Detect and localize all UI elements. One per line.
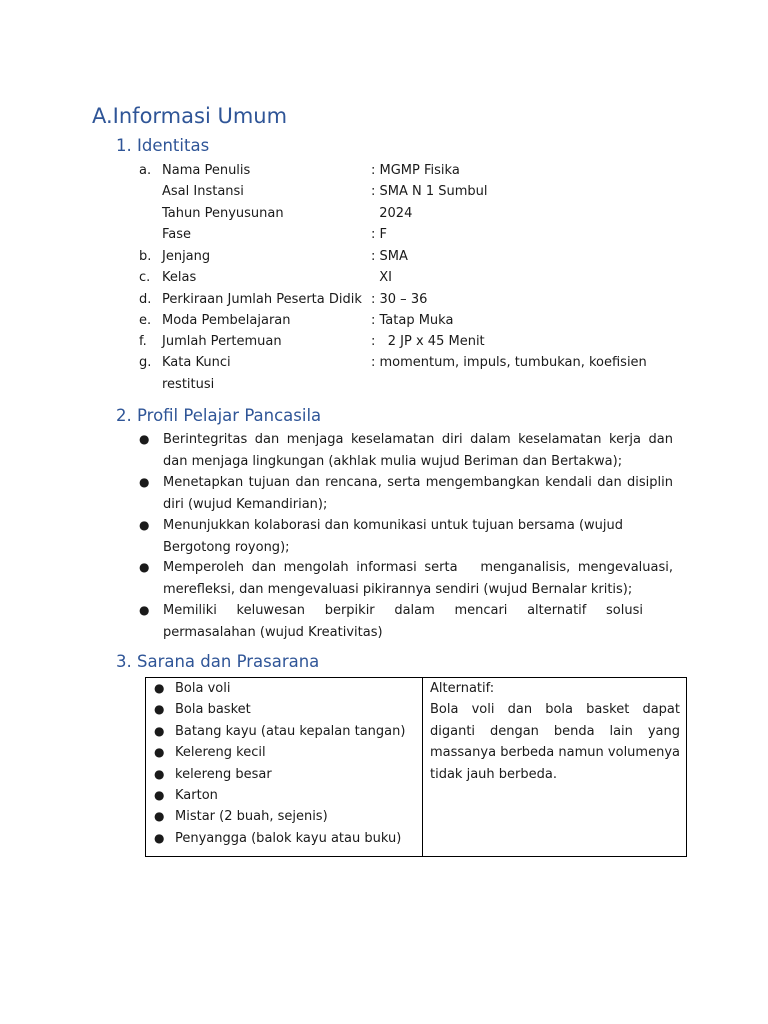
identitas-value: : 2 JP x 45 Menit [371, 334, 485, 349]
sarana-item-text: Karton [175, 787, 218, 803]
profil-item-text: Memiliki keluwesan berpikir dalam mencari alternatif solusi permasalahan (wujud Kreativitas) [163, 603, 643, 640]
sarana-item-text: Bola basket [175, 702, 251, 718]
identitas-value: : Tatap Muka [371, 313, 454, 328]
bullet-icon: ● [139, 603, 150, 617]
table-row [152, 742, 417, 763]
sarana-item-text: Kelereng kecil [175, 745, 266, 761]
table-row [152, 785, 417, 806]
table-row [152, 678, 417, 699]
identitas-letter: a. [139, 163, 152, 178]
identitas-value: : MGMP Fisika [371, 163, 460, 178]
identitas-label: Fase [162, 227, 192, 242]
identitas-label: Tahun Penyusunan [162, 206, 284, 221]
identitas-letter: b. [139, 249, 152, 264]
identitas-value: XI [371, 270, 393, 285]
table-row [152, 828, 417, 849]
sarana-heading: 3. Sarana dan Prasarana [116, 652, 320, 671]
sarana-item-text: Penyangga (balok kayu atau buku) [175, 830, 402, 846]
bullet-icon: ● [154, 809, 165, 824]
profil-item-text: Menetapkan tujuan dan rencana, serta mengembangkan kendali dan disiplin diri (wujud Kemandirian); [163, 475, 673, 512]
sarana-item-text: Mistar (2 buah, sejenis) [175, 809, 328, 825]
identitas-label: Moda Pembelajaran [162, 313, 291, 328]
identitas-value: : 30 – 36 [371, 292, 428, 307]
alternatif-cell [430, 678, 680, 785]
profil-heading: 2. Profil Pelajar Pancasila [116, 406, 322, 425]
sarana-item-text: kelereng besar [175, 766, 272, 782]
sarana-table [145, 677, 687, 857]
bullet-icon: ● [154, 723, 165, 738]
bullet-icon: ● [154, 745, 165, 760]
identitas-letter: d. [139, 292, 152, 307]
bullet-icon: ● [139, 560, 150, 574]
identitas-label: Kata Kunci [162, 355, 231, 370]
identitas-letter: c. [139, 270, 151, 285]
bullet-icon: ● [154, 830, 165, 845]
identitas-label: Perkiraan Jumlah Peserta Didik [162, 292, 362, 307]
identitas-letter: g. [139, 355, 152, 370]
profil-item-text: Memperoleh dan mengolah informasi serta menganalisis, mengevaluasi, merefleksi, dan mengevaluasi pikirannya sendiri (wujud Bernalar kritis); [163, 560, 678, 597]
table-divider [422, 678, 423, 856]
table-row [152, 806, 417, 827]
profil-item-text: Menunjukkan kolaborasi dan komunikasi untuk tujuan bersama (wujud Bergotong royong); [163, 518, 623, 555]
table-row [152, 699, 417, 720]
sarana-item-text: Batang kayu (atau kepalan tangan) [175, 723, 406, 739]
alternatif-label: Alternatif: [430, 681, 495, 696]
identitas-label: Kelas [162, 270, 197, 285]
bullet-icon: ● [154, 702, 165, 717]
identitas-label: restitusi [162, 377, 215, 392]
bullet-icon: ● [139, 432, 150, 446]
identitas-letter: e. [139, 313, 152, 328]
sarana-list [152, 678, 417, 849]
profil-item-text: Berintegritas dan menjaga keselamatan diri dalam keselamatan kerja dan dan menjaga lingkungan (akhlak mulia wujud Beriman dan Bertakwa); [163, 432, 673, 469]
identitas-value: : SMA [371, 249, 408, 264]
identitas-label: Jenjang [162, 249, 211, 264]
sarana-item-text: Bola voli [175, 681, 231, 696]
identitas-value: : F [371, 227, 387, 242]
bullet-icon: ● [139, 518, 150, 532]
identitas-heading: 1. Identitas [116, 136, 210, 155]
alternatif-text: Bola voli dan bola basket dapat diganti dengan benda lain yang massanya berbeda namun volumenya tidak jauh berbeda. [430, 702, 680, 782]
identitas-value: : SMA N 1 Sumbul [371, 184, 488, 199]
bullet-icon: ● [139, 475, 150, 489]
identitas-value: : momentum, impuls, tumbukan, koefisien [371, 355, 647, 370]
identitas-letter: f. [139, 334, 147, 349]
identitas-value: 2024 [371, 206, 413, 221]
bullet-icon: ● [154, 787, 165, 802]
identitas-label: Jumlah Pertemuan [162, 334, 282, 349]
identitas-label: Nama Penulis [162, 163, 251, 178]
bullet-icon: ● [154, 681, 165, 695]
bullet-icon: ● [154, 766, 165, 781]
table-row [152, 764, 417, 785]
section-title: A.Informasi Umum [92, 104, 288, 128]
table-row [152, 721, 417, 742]
identitas-label: Asal Instansi [162, 184, 244, 199]
